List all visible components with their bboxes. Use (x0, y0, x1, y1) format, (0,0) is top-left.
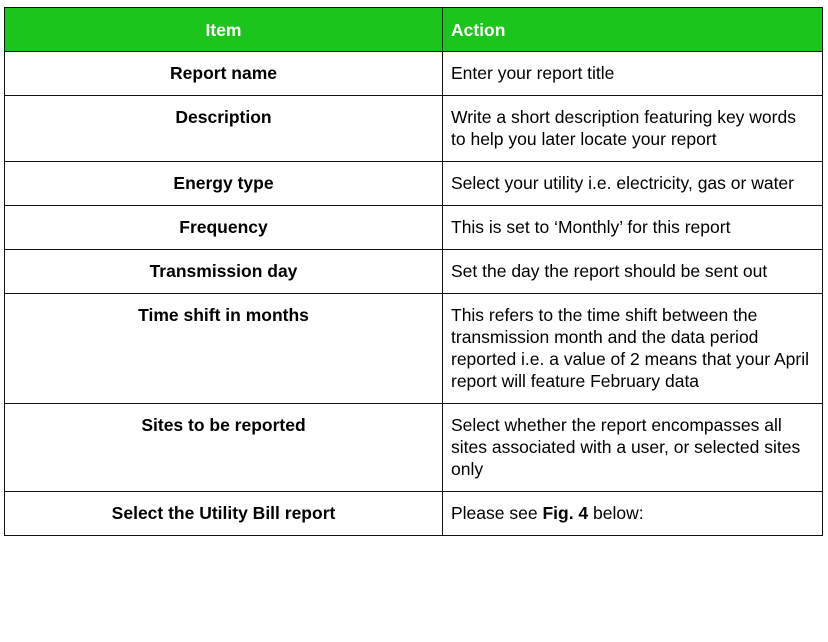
column-header-item: Item (5, 8, 443, 52)
table-header-row (5, 8, 823, 52)
action-cell: Set the day the report should be sent out (443, 250, 823, 294)
table-row (5, 96, 823, 162)
report-settings-table (4, 7, 823, 536)
action-text-prefix: Please see (451, 503, 543, 523)
item-cell: Sites to be reported (5, 404, 443, 492)
action-cell: This refers to the time shift between the transmission month and the data period reported i.e. a value of 2 means that your April report will feature February data (443, 294, 823, 404)
table-row (5, 52, 823, 96)
action-cell: Write a short description featuring key words to help you later locate your report (443, 96, 823, 162)
table-row (5, 492, 823, 536)
action-cell: Enter your report title (443, 52, 823, 96)
item-cell: Description (5, 96, 443, 162)
column-header-action: Action (443, 8, 823, 52)
action-text-suffix: below: (588, 503, 644, 523)
item-cell: Select the Utility Bill report (5, 492, 443, 536)
action-cell: Select your utility i.e. electricity, gas or water (443, 162, 823, 206)
item-cell: Energy type (5, 162, 443, 206)
action-cell (443, 492, 823, 536)
item-cell: Time shift in months (5, 294, 443, 404)
action-cell: Select whether the report encompasses all sites associated with a user, or selected sites only (443, 404, 823, 492)
action-cell: This is set to ‘Monthly’ for this report (443, 206, 823, 250)
table-row (5, 206, 823, 250)
item-cell: Report name (5, 52, 443, 96)
item-cell: Frequency (5, 206, 443, 250)
table-row (5, 162, 823, 206)
table-row (5, 294, 823, 404)
table-row (5, 250, 823, 294)
item-cell: Transmission day (5, 250, 443, 294)
table-row (5, 404, 823, 492)
figure-reference: Fig. 4 (542, 503, 589, 523)
